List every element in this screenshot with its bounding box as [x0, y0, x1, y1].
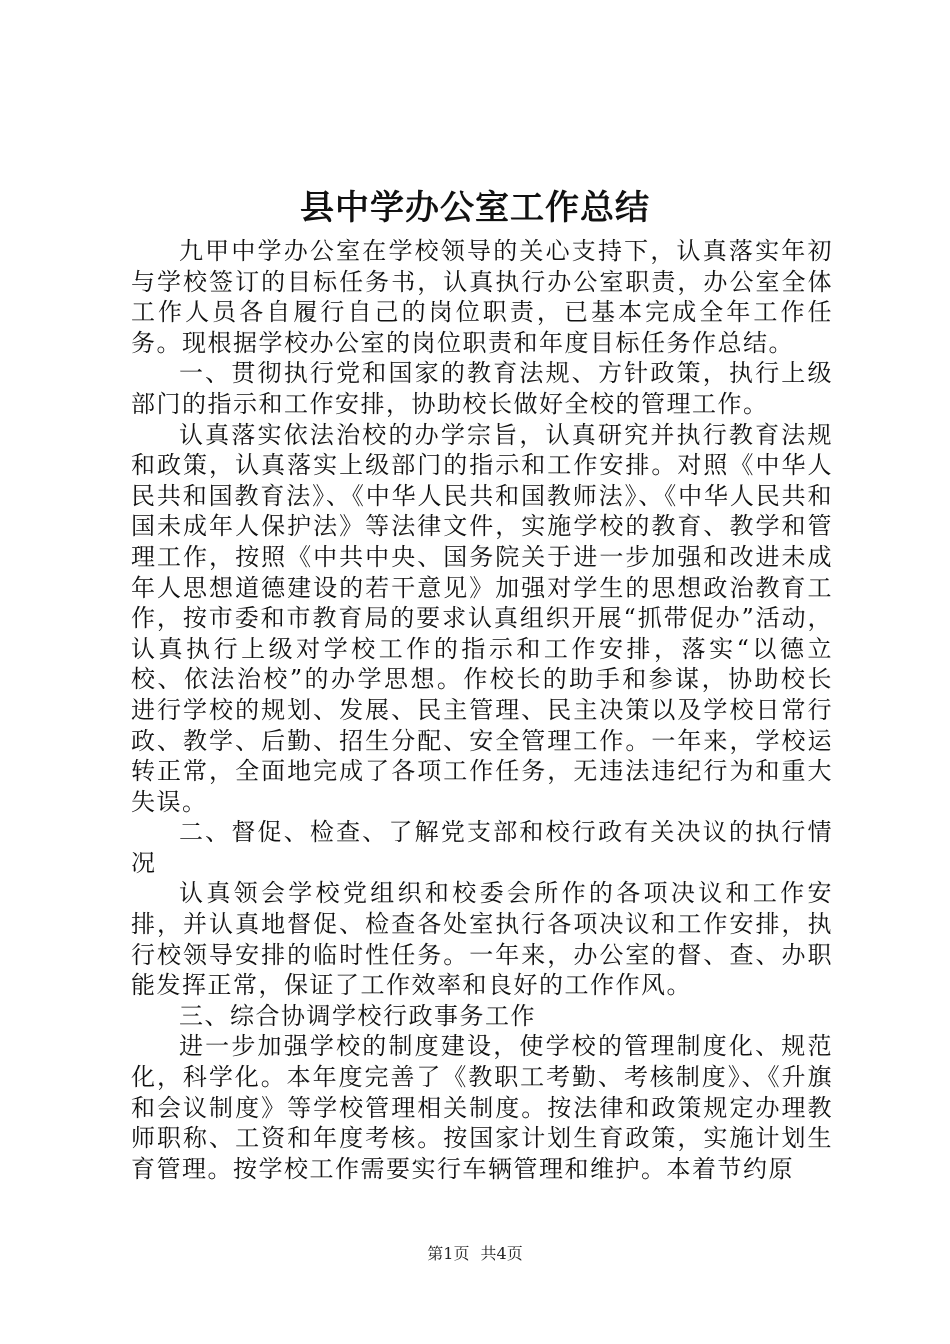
section-heading-3: 三、综合协调学校行政事务工作	[179, 1001, 536, 1030]
page-footer	[0, 1243, 950, 1265]
paragraph-section-1: 认真落实依法治校的办学宗旨，认真研究并执行教育法规和政策，认真落实上级部门的指示和工作安排。对照《中华人民共和国教育法》、《中华人民共和国教师法》、《中华人民共和国未成年人保护法》等法律文件，实施学校的教育、教学和管理工作，按照《中共中央、国务院关于进一步加强和改进未成年人思想道德建设的若干意见》加强对学生的思想政治教育工作，按市委和市教育局的要求认真组织开展“抓带促办”活动，认真执行上级对学校工作的指示和工作安排，落实“以德立校、依法治校”的办学思想。作校长的助手和参谋，协助校长进行学校的规划、发展、民主管理、民主决策以及学校日常行政、教学、后勤、招生分配、安全管理工作。一年来，学校运转正常，全面地完成了各项工作任务，无违法违纪行为和重大失误。	[131, 420, 833, 816]
document-body	[131, 236, 833, 1184]
total-pages: 共4页	[480, 1244, 523, 1263]
section-heading-2: 二、督促、检查、了解党支部和校行政有关决议的执行情况	[131, 818, 833, 877]
paragraph-section-3: 进一步加强学校的制度建设，使学校的管理制度化、规范化，科学化。本年度完善了《教职工考勤、考核制度》、《升旗和会议制度》等学校管理相关制度。按法律和政策规定办理教师职称、工资和年度考核。按国家计划生育政策，实施计划生育管理。按学校工作需要实行车辆管理和维护。本着节约原	[131, 1032, 833, 1183]
paragraph-intro: 九甲中学办公室在学校领导的关心支持下，认真落实年初与学校签订的目标任务书，认真执行办公室职责，办公室全体工作人员各自履行自己的岗位职责，已基本完成全年工作任务。现根据学校办公室的岗位职责和年度目标任务作总结。	[131, 237, 833, 357]
document-title: 县中学办公室工作总结	[300, 188, 650, 228]
page-number: 第1页	[427, 1244, 470, 1263]
paragraph-section-2: 认真领会学校党组织和校委会所作的各项决议和工作安排，并认真地督促、检查各处室执行各项决议和工作安排，执行校领导安排的临时性任务。一年来，办公室的督、查、办职能发挥正常，保证了工作效率和良好的工作作风。	[131, 879, 833, 1000]
section-heading-1: 一、贯彻执行党和国家的教育法规、方针政策，执行上级部门的指示和工作安排，协助校长做好全校的管理工作。	[131, 359, 833, 418]
